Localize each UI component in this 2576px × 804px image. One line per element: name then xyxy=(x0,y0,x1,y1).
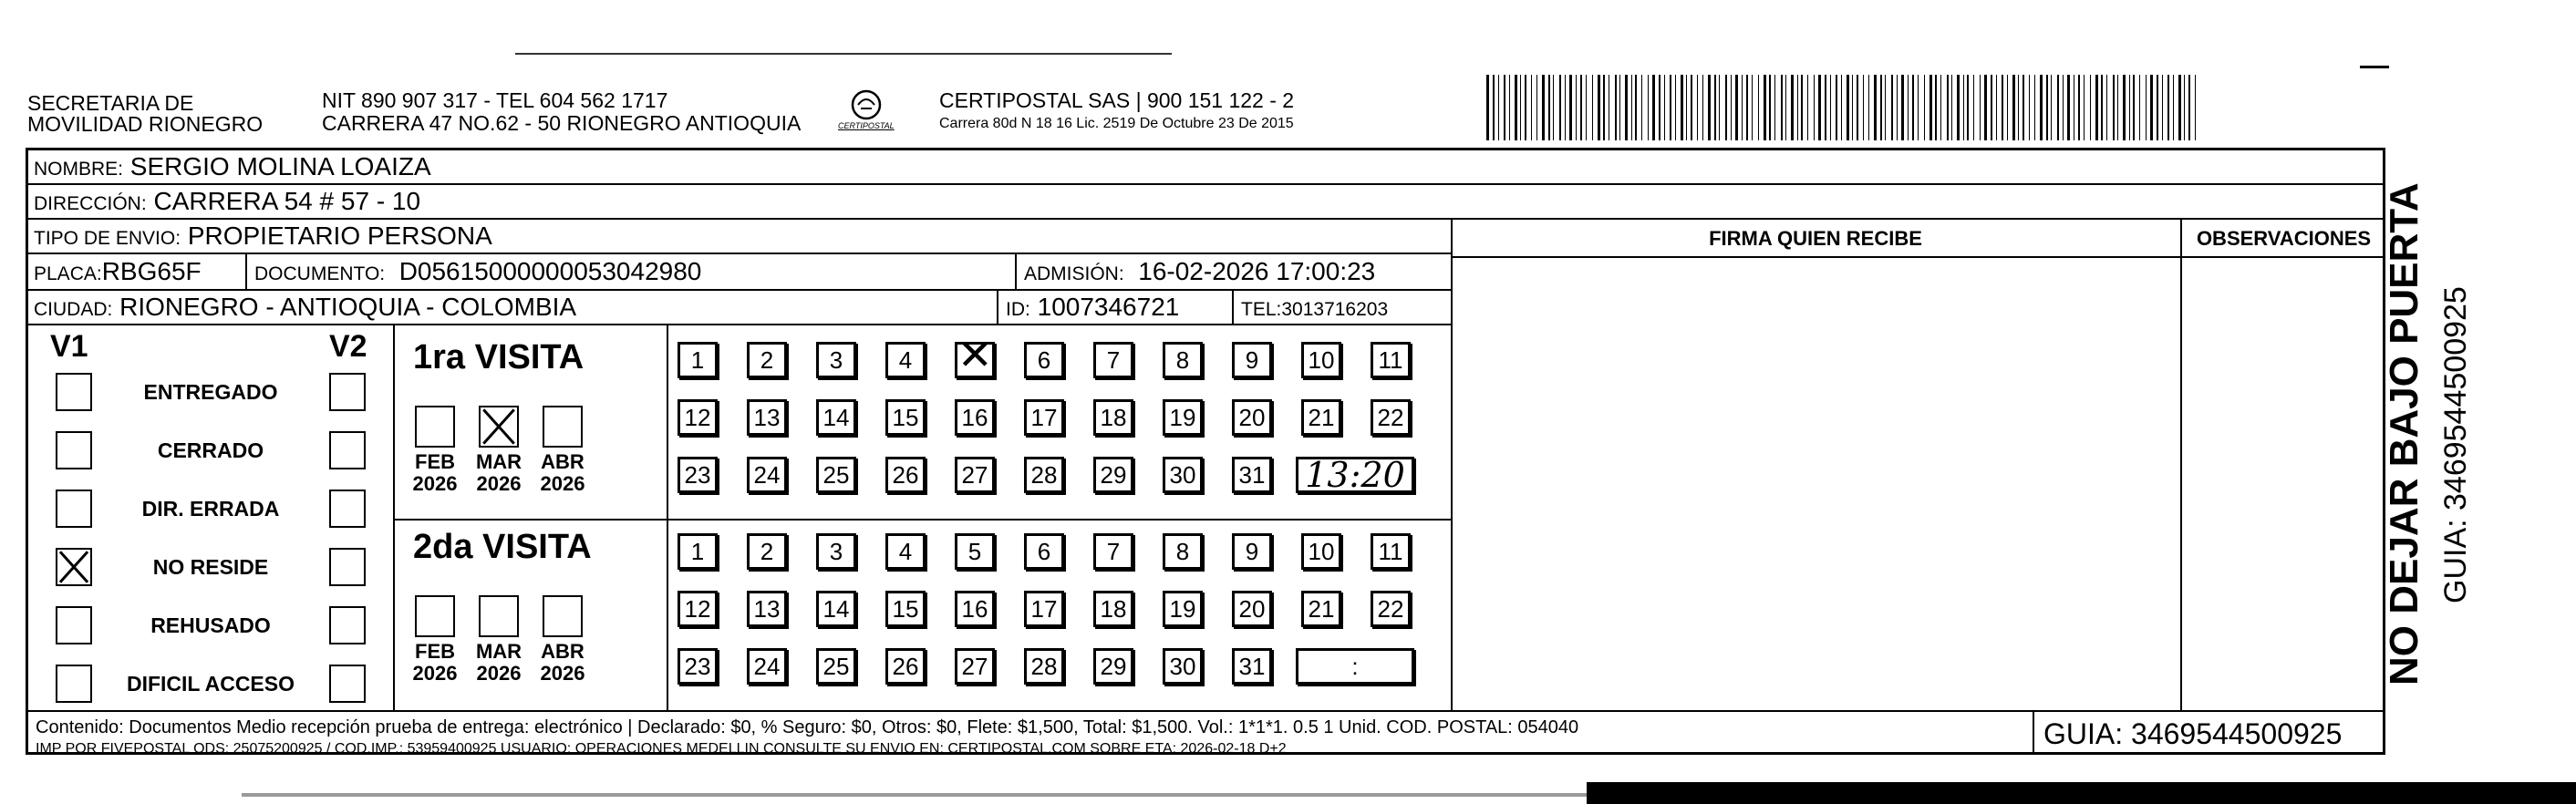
barcode-bar xyxy=(1659,75,1660,140)
top-right-dash xyxy=(2360,66,2389,68)
day-box[interactable]: 30 xyxy=(1163,457,1203,493)
day-box[interactable]: 11 xyxy=(1371,533,1411,570)
imp-line: IMP POR FIVEPOSTAL ODS: 25075200925 / COD.IMP.: 53959400925 USUARIO: OPERACIONES MEDELLIN CONSULTE SU ENVIO EN: CERTIPOSTAL.COM SOBRE ETA: 2026-02-18 D+2 xyxy=(36,741,1287,757)
v1-checkbox[interactable] xyxy=(56,431,92,469)
barcode-bar xyxy=(2184,75,2185,140)
v2-checkbox[interactable] xyxy=(329,431,366,469)
barcode-bar xyxy=(1996,75,1997,140)
certipostal-logo xyxy=(834,87,898,139)
v2-checkbox[interactable] xyxy=(329,548,366,586)
barcode-bar xyxy=(1991,75,1992,140)
nit-line: NIT 890 907 317 - TEL 604 562 1717 xyxy=(322,88,668,112)
day-box[interactable]: 14 xyxy=(816,591,856,627)
month-label xyxy=(535,641,590,685)
barcode-bar xyxy=(1814,75,1815,140)
month-name: ABR xyxy=(541,640,585,663)
barcode-bar xyxy=(1592,75,1593,140)
barcode-bar xyxy=(1536,75,1537,140)
day-box[interactable]: 6 xyxy=(1024,533,1064,570)
city-value: RIONEGRO - ANTIOQUIA - COLOMBIA xyxy=(119,293,577,321)
day-box[interactable]: 19 xyxy=(1163,591,1203,627)
barcode-bar xyxy=(1897,75,1898,140)
month-name: MAR xyxy=(475,450,522,473)
barcode-bar xyxy=(1664,75,1665,140)
city-group xyxy=(34,291,576,325)
admission-value: 16-02-2026 17:00:23 xyxy=(1138,257,1376,285)
month-checkbox[interactable] xyxy=(415,406,455,448)
barcode-bar xyxy=(1924,75,1925,140)
visit1-time-box[interactable]: 13:20 xyxy=(1296,457,1414,493)
address-label: DIRECCIÓN: xyxy=(34,193,147,214)
month-name: ABR xyxy=(541,450,585,473)
barcode-bar xyxy=(1735,75,1738,140)
barcode-bar xyxy=(1525,75,1526,140)
barcode-bar xyxy=(2178,75,2181,140)
barcode-bar xyxy=(1830,75,1831,140)
barcode-bar xyxy=(1807,75,1808,140)
side-warning: NO DEJAR BAJO PUERTA xyxy=(2382,182,2426,685)
day-box[interactable]: 1 xyxy=(678,533,718,570)
barcode-bar xyxy=(1801,75,1803,140)
month-year: 2026 xyxy=(412,662,458,685)
barcode-bar xyxy=(1752,75,1753,140)
tel-value: 3013716203 xyxy=(1281,299,1389,320)
month-name: MAR xyxy=(475,640,522,663)
v1-checkbox[interactable] xyxy=(56,548,92,586)
visit1-title: 1ra VISITA xyxy=(413,338,585,376)
day-box[interactable]: 6 xyxy=(1024,342,1064,378)
barcode-bar xyxy=(1857,75,1858,140)
v1-label: V1 xyxy=(50,329,88,364)
barcode-bar xyxy=(1504,75,1505,140)
document-label: DOCUMENTO: xyxy=(254,263,386,284)
day-box[interactable]: 11 xyxy=(1371,342,1411,378)
barcode-bar xyxy=(1565,75,1566,140)
barcode-bar xyxy=(1648,75,1649,140)
barcode-bar xyxy=(1635,75,1637,140)
barcode-bar xyxy=(2002,75,2003,140)
id-group xyxy=(1006,291,1179,325)
day-box[interactable]: 12 xyxy=(678,591,718,627)
month-name: FEB xyxy=(415,640,455,663)
day-box[interactable]: 25 xyxy=(816,457,856,493)
barcode-bar xyxy=(1641,75,1642,140)
day-box[interactable]: 20 xyxy=(1232,591,1272,627)
month-year: 2026 xyxy=(412,472,458,495)
barcode-bar xyxy=(1731,75,1732,140)
name-row xyxy=(28,150,2385,185)
day-box[interactable]: 22 xyxy=(1371,591,1411,627)
barcode-bar xyxy=(1973,75,1974,140)
barcode-bar xyxy=(2063,75,2064,140)
v2-checkbox[interactable] xyxy=(329,665,366,703)
barcode-bar xyxy=(1885,75,1886,140)
barcode-bar xyxy=(1486,75,1489,140)
month-label xyxy=(535,451,590,495)
delivery-form xyxy=(26,148,2385,755)
barcode-bar xyxy=(1625,75,1628,140)
day-box[interactable]: 7 xyxy=(1093,342,1133,378)
plate-value: RBG65F xyxy=(101,257,202,285)
barcode-bar xyxy=(1935,75,1937,140)
barcode-bar xyxy=(2040,75,2043,140)
day-box[interactable]: 20 xyxy=(1232,399,1272,436)
barcode-bar xyxy=(1984,75,1987,140)
send-type-value: PROPIETARIO PERSONA xyxy=(187,222,492,250)
barcode-bar xyxy=(1940,75,1941,140)
day-box[interactable]: 4 xyxy=(885,533,926,570)
barcode-bar xyxy=(1708,75,1711,140)
month-checkbox[interactable] xyxy=(479,406,519,448)
barcode-bar xyxy=(1980,75,1981,140)
status-label: NO RESIDE xyxy=(152,555,269,579)
day-box[interactable]: 4 xyxy=(885,342,926,378)
footer-guia: GUIA: 3469544500925 xyxy=(2043,717,2343,750)
month-label xyxy=(408,451,462,495)
barcode-bar xyxy=(2012,75,2015,140)
barcode-bar xyxy=(2051,75,2052,140)
month-year: 2026 xyxy=(476,662,522,685)
month-label xyxy=(471,451,526,495)
barcode-bar xyxy=(1758,75,1759,140)
send-type-row xyxy=(28,220,1451,254)
day-box[interactable]: 7 xyxy=(1093,533,1133,570)
v1-checkbox[interactable] xyxy=(56,490,92,528)
barcode-bar xyxy=(2188,75,2190,140)
barcode-bar xyxy=(2162,75,2163,140)
barcode-bar xyxy=(1681,75,1683,140)
id-value: 1007346721 xyxy=(1037,293,1180,321)
plate-row xyxy=(28,254,1451,291)
signature-header: FIRMA QUIEN RECIBE xyxy=(1709,227,1922,250)
barcode-bar xyxy=(1901,75,1904,140)
barcode-bar xyxy=(2018,75,2019,140)
barcode-bar xyxy=(2067,75,2070,140)
month-name: FEB xyxy=(415,450,455,473)
visit-split-line xyxy=(393,519,1451,521)
month-label xyxy=(408,641,462,685)
recipient-name: SERGIO MOLINA LOAIZA xyxy=(129,152,431,180)
barcode-bar xyxy=(1652,75,1655,140)
barcode-bar xyxy=(2146,75,2147,140)
day-box[interactable]: 28 xyxy=(1024,648,1064,685)
barcode-bar xyxy=(1841,75,1842,140)
barcode-bar xyxy=(1548,75,1550,140)
barcode-bar xyxy=(2167,75,2169,140)
barcode-bar xyxy=(2007,75,2008,140)
barcode-bar xyxy=(1719,75,1720,140)
visit2-title: 2da VISITA xyxy=(413,528,592,566)
barcode-bar xyxy=(1670,75,1671,140)
barcode-bar xyxy=(2173,75,2174,140)
barcode-bar xyxy=(1774,75,1775,140)
day-box[interactable]: 19 xyxy=(1163,399,1203,436)
day-box[interactable]: 26 xyxy=(885,648,926,685)
barcode-bar xyxy=(2046,75,2048,140)
barcode-bar xyxy=(1785,75,1786,140)
tel-group xyxy=(1241,291,1388,325)
barcode-bar xyxy=(1553,75,1554,140)
day-box[interactable]: 24 xyxy=(747,648,787,685)
v2-checkbox[interactable] xyxy=(329,490,366,528)
barcode-bar xyxy=(1586,75,1587,140)
status-label: REHUSADO xyxy=(150,613,271,637)
barcode-bar xyxy=(2113,75,2115,140)
barcode-bar xyxy=(1509,75,1510,140)
address-line: CARRERA 47 NO.62 - 50 RIONEGRO ANTIOQUIA xyxy=(322,111,802,135)
admission-divider xyxy=(1015,254,1017,289)
barcode-bar xyxy=(1542,75,1545,140)
day-box[interactable]: 15 xyxy=(885,399,926,436)
day-box[interactable]: 9 xyxy=(1232,342,1272,378)
barcode-bar xyxy=(1498,75,1499,140)
day-box[interactable]: 25 xyxy=(816,648,856,685)
barcode-bar xyxy=(1725,75,1727,140)
barcode-bar xyxy=(1520,75,1521,140)
v2-checkbox[interactable] xyxy=(329,606,366,644)
name-label: NOMBRE: xyxy=(34,159,124,180)
barcode-bar xyxy=(1912,75,1914,140)
month-year: 2026 xyxy=(540,472,585,495)
org-name-line2: MOVILIDAD RIONEGRO xyxy=(27,112,264,136)
day-box[interactable]: 22 xyxy=(1371,399,1411,436)
barcode-bar xyxy=(1691,75,1692,140)
month-checkbox[interactable] xyxy=(543,406,583,448)
barcode-bar xyxy=(1880,75,1882,140)
barcode-bar xyxy=(1619,75,1620,140)
day-box[interactable]: 15 xyxy=(885,591,926,627)
visit2-time-box[interactable]: : xyxy=(1296,648,1414,685)
barcode-bar xyxy=(1493,75,1495,140)
plate-label: PLACA: xyxy=(34,263,102,284)
barcode-bar xyxy=(1818,75,1821,140)
barcode-bar xyxy=(2106,75,2107,140)
status-label: ENTREGADO xyxy=(143,380,278,404)
content-line: Contenido: Documentos Medio recepción prueba de entrega: electrónico | Declarado: $0, % Seguro: $0, Otros: $0, Flete: $1,500, Total: $1,500. Vol.: 1*1*1. 0.5 1 Unid. COD. POSTAL: 054040 xyxy=(36,717,1579,737)
barcode-bar xyxy=(1797,75,1798,140)
barcode-bar xyxy=(1781,75,1783,140)
month-checkbox[interactable] xyxy=(415,595,455,637)
barcode-bar xyxy=(1569,75,1572,140)
barcode-bar xyxy=(1515,75,1517,140)
barcode-bar xyxy=(2150,75,2153,140)
barcode-bar xyxy=(1746,75,1748,140)
v2-label: V2 xyxy=(329,329,367,364)
month-label xyxy=(471,641,526,685)
day-box[interactable]: 17 xyxy=(1024,399,1064,436)
barcode-bar xyxy=(2023,75,2024,140)
day-box[interactable]: 13 xyxy=(747,399,787,436)
month-year: 2026 xyxy=(476,472,522,495)
barcode-bar xyxy=(1951,75,1952,140)
signature-area[interactable] xyxy=(1453,258,2180,710)
day-box[interactable]: 31 xyxy=(1232,457,1272,493)
top-scribble-line xyxy=(515,53,1172,55)
day-box[interactable]: 13 xyxy=(747,591,787,627)
barcode-bar xyxy=(2084,75,2085,140)
barcode-bar xyxy=(1697,75,1698,140)
day-box[interactable]: 29 xyxy=(1093,648,1133,685)
day-box[interactable]: 31 xyxy=(1232,648,1272,685)
day-box[interactable] xyxy=(955,331,995,378)
barcode-bar xyxy=(2090,75,2091,140)
status-label: DIFICIL ACCESO xyxy=(126,672,295,696)
barcode-bar xyxy=(2029,75,2030,140)
admission-group xyxy=(1024,254,1375,291)
barcode-bar xyxy=(1957,75,1960,140)
day-box[interactable]: 2 xyxy=(747,533,787,570)
v2-checkbox[interactable] xyxy=(329,373,366,411)
recipient-address: CARRERA 54 # 57 - 10 xyxy=(153,187,421,215)
barcode-bar xyxy=(1559,75,1561,140)
barcode-bar xyxy=(1825,75,1826,140)
document-value: D05615000000053042980 xyxy=(398,257,702,285)
document-group xyxy=(254,254,701,291)
send-type-label: TIPO DE ENVIO: xyxy=(34,228,181,249)
day-box[interactable]: 9 xyxy=(1232,533,1272,570)
day-box[interactable]: 24 xyxy=(747,457,787,493)
day-box[interactable]: 16 xyxy=(955,591,995,627)
barcode-bar xyxy=(1929,75,1932,140)
status-label: DIR. ERRADA xyxy=(141,497,280,521)
address-row xyxy=(28,185,2385,220)
barcode-bar xyxy=(1769,75,1771,140)
day-box[interactable]: 10 xyxy=(1301,342,1341,378)
barcode-bar xyxy=(2034,75,2035,140)
observations-header: OBSERVACIONES xyxy=(2196,227,2372,250)
barcode-bar xyxy=(1764,75,1766,140)
barcode-bar xyxy=(2095,75,2098,140)
day-box[interactable]: 26 xyxy=(885,457,926,493)
barcode-bar xyxy=(1967,75,1969,140)
tel-label: TEL: xyxy=(1241,299,1282,320)
barcode-bar xyxy=(1918,75,1919,140)
barcode-bar xyxy=(1631,75,1632,140)
barcode-bar xyxy=(1852,75,1853,140)
barcode-bar xyxy=(1598,75,1600,140)
barcode-bar xyxy=(1675,75,1676,140)
tel-divider xyxy=(1232,291,1234,324)
day-box[interactable]: 30 xyxy=(1163,648,1203,685)
day-box[interactable]: 8 xyxy=(1163,342,1203,378)
barcode-bar xyxy=(2078,75,2080,140)
id-label: ID: xyxy=(1006,299,1030,320)
day-box[interactable]: 14 xyxy=(816,399,856,436)
barcode-bar xyxy=(1963,75,1964,140)
day-box[interactable]: 2 xyxy=(747,342,787,378)
day-box[interactable]: 3 xyxy=(816,342,856,378)
barcode-bar xyxy=(1836,75,1837,140)
barcode-bar xyxy=(1791,75,1794,140)
barcode-bar xyxy=(1868,75,1869,140)
side-guia: GUIA: 3469544500925 xyxy=(2438,286,2473,603)
barcode-bar xyxy=(2195,75,2196,140)
day-box[interactable]: 27 xyxy=(955,648,995,685)
barcode-bar xyxy=(1580,75,1582,140)
month-checkbox[interactable] xyxy=(479,595,519,637)
month-year: 2026 xyxy=(540,662,585,685)
admission-label: ADMISIÓN: xyxy=(1024,263,1124,284)
v1-checkbox[interactable] xyxy=(56,665,92,703)
barcode-bar xyxy=(1686,75,1687,140)
barcode-bar xyxy=(1908,75,1909,140)
day-box[interactable]: 1 xyxy=(678,342,718,378)
barcode-bar xyxy=(2133,75,2135,140)
barcode-bar xyxy=(1742,75,1743,140)
v1-checkbox[interactable] xyxy=(56,606,92,644)
barcode-bar xyxy=(1576,75,1577,140)
barcode-bar xyxy=(1531,75,1532,140)
status-visit-divider xyxy=(393,325,395,710)
day-box[interactable]: 23 xyxy=(678,457,718,493)
months-days-divider xyxy=(667,325,668,710)
month-checkbox[interactable] xyxy=(543,595,583,637)
plate-group xyxy=(34,254,202,291)
day-box[interactable]: 28 xyxy=(1024,457,1064,493)
plate-divider xyxy=(245,254,247,289)
barcode xyxy=(1485,75,2205,140)
city-row xyxy=(28,291,1451,325)
barcode-bar xyxy=(1714,75,1716,140)
barcode-bar xyxy=(1615,75,1617,140)
barcode-bar xyxy=(2129,75,2130,140)
day-box[interactable]: 17 xyxy=(1024,591,1064,627)
day-box[interactable]: 21 xyxy=(1301,399,1341,436)
barcode-bar xyxy=(2117,75,2118,140)
footer-guia-divider xyxy=(2033,710,2034,754)
barcode-bar xyxy=(2101,75,2103,140)
city-label: CIUDAD: xyxy=(34,299,113,320)
barcode-bar xyxy=(1891,75,1893,140)
barcode-bar xyxy=(1847,75,1849,140)
day-box[interactable]: 29 xyxy=(1093,457,1133,493)
day-box[interactable]: 3 xyxy=(816,533,856,570)
v1-checkbox[interactable] xyxy=(56,373,92,411)
day-box[interactable]: 23 xyxy=(678,648,718,685)
bottom-black-bar xyxy=(1587,782,2576,804)
status-label: CERRADO xyxy=(157,438,264,462)
observations-area[interactable] xyxy=(2182,258,2385,710)
day-box[interactable]: 12 xyxy=(678,399,718,436)
barcode-bar xyxy=(1947,75,1949,140)
day-box[interactable]: 18 xyxy=(1093,399,1133,436)
barcode-bar xyxy=(1603,75,1605,140)
day-box[interactable]: 16 xyxy=(955,399,995,436)
barcode-bar xyxy=(1702,75,1703,140)
barcode-bar xyxy=(2057,75,2059,140)
carrier-license: Carrera 80d N 18 16 Lic. 2519 De Octubre 23 De 2015 xyxy=(939,116,1294,131)
day-check-mark: ✕ xyxy=(957,331,993,378)
barcode-bar xyxy=(2123,75,2126,140)
barcode-bar xyxy=(2157,75,2158,140)
logo-text: CERTIPOSTAL xyxy=(838,121,895,130)
day-box[interactable]: 21 xyxy=(1301,591,1341,627)
id-divider xyxy=(997,291,998,324)
barcode-bar xyxy=(1874,75,1877,140)
carrier-line: CERTIPOSTAL SAS | 900 151 122 - 2 xyxy=(939,88,1295,112)
day-box[interactable]: 10 xyxy=(1301,533,1341,570)
barcode-bar xyxy=(1863,75,1864,140)
day-box[interactable]: 5 xyxy=(955,533,995,570)
day-box[interactable]: 8 xyxy=(1163,533,1203,570)
org-name-line1: SECRETARIA DE xyxy=(27,91,194,115)
barcode-bar xyxy=(2139,75,2140,140)
day-box[interactable]: 18 xyxy=(1093,591,1133,627)
day-box[interactable]: 27 xyxy=(955,457,995,493)
